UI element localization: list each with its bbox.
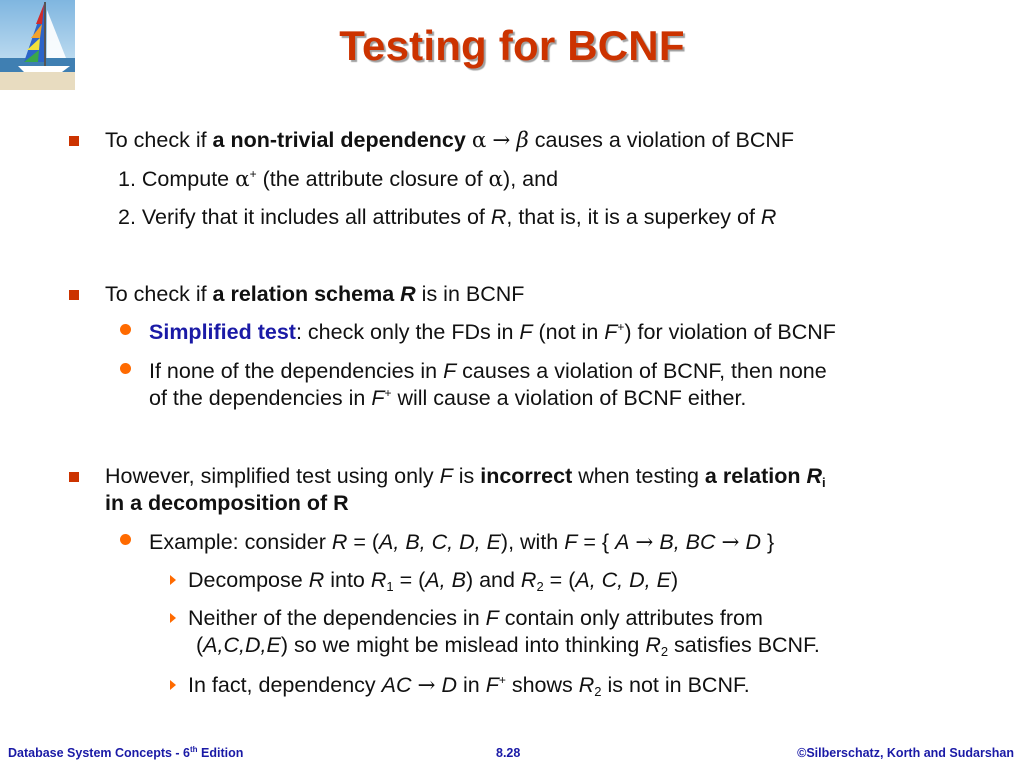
triangle-bullet-icon xyxy=(170,575,176,585)
triangle-bullet-icon xyxy=(170,613,176,623)
footer-book-title: Database System Concepts - 6th Edition xyxy=(8,745,244,760)
round-bullet-icon xyxy=(120,363,131,374)
bullet3-line2: in a decomposition of R xyxy=(105,491,349,515)
bullet2-sub1: Simplified test: check only the FDs in F (not in F+) for violation of BCNF xyxy=(149,320,836,344)
bullet3-example: Example: consider R = (A, B, C, D, E), with F = { A → B, BC → D } xyxy=(149,530,775,555)
round-bullet-icon xyxy=(120,324,131,335)
bullet1-step2: 2. Verify that it includes all attributes of R, that is, it is a superkey of R xyxy=(118,205,777,229)
bullet2-text: To check if a relation schema R is in BCNF xyxy=(105,282,525,306)
round-bullet-icon xyxy=(120,534,131,545)
bullet1-step1: 1. Compute α+ (the attribute closure of α), and xyxy=(118,167,559,192)
bullet3-decompose: Decompose R into $R_1 = (A$, B) and $R_2 = (A$, C, D, E) xyxy=(188,568,679,594)
bullet3-neither-line2: (A,C,D,E) so we might be mislead into thinking $R_2$ satisfies BCNF. xyxy=(196,633,820,659)
bullet1-text: To check if a non-trivial dependency α → β causes a violation of BCNF xyxy=(105,128,795,153)
bullet3-line1: However, simplified test using only F is incorrect when testing a relation $R_i$ xyxy=(105,464,826,490)
slide-title: Testing for BCNF xyxy=(339,22,685,69)
square-bullet-icon xyxy=(69,290,79,300)
square-bullet-icon xyxy=(69,472,79,482)
triangle-bullet-icon xyxy=(170,680,176,690)
footer-copyright: ©Silberschatz, Korth and Sudarshan xyxy=(797,746,1014,760)
bullet3-infact: In fact, dependency AC → D in F+ shows $R_2$ is not in BCNF. xyxy=(188,673,750,699)
square-bullet-icon xyxy=(69,136,79,146)
bullet2-sub2-line1: If none of the dependencies in F causes a violation of BCNF, then none xyxy=(149,359,827,383)
footer-page-number: 8.28 xyxy=(496,746,521,760)
bullet3-neither-line1: Neither of the dependencies in F contain only attributes from xyxy=(188,606,763,630)
bullet2-sub2-line2: of the dependencies in F+ will cause a violation of BCNF either. xyxy=(149,386,747,410)
